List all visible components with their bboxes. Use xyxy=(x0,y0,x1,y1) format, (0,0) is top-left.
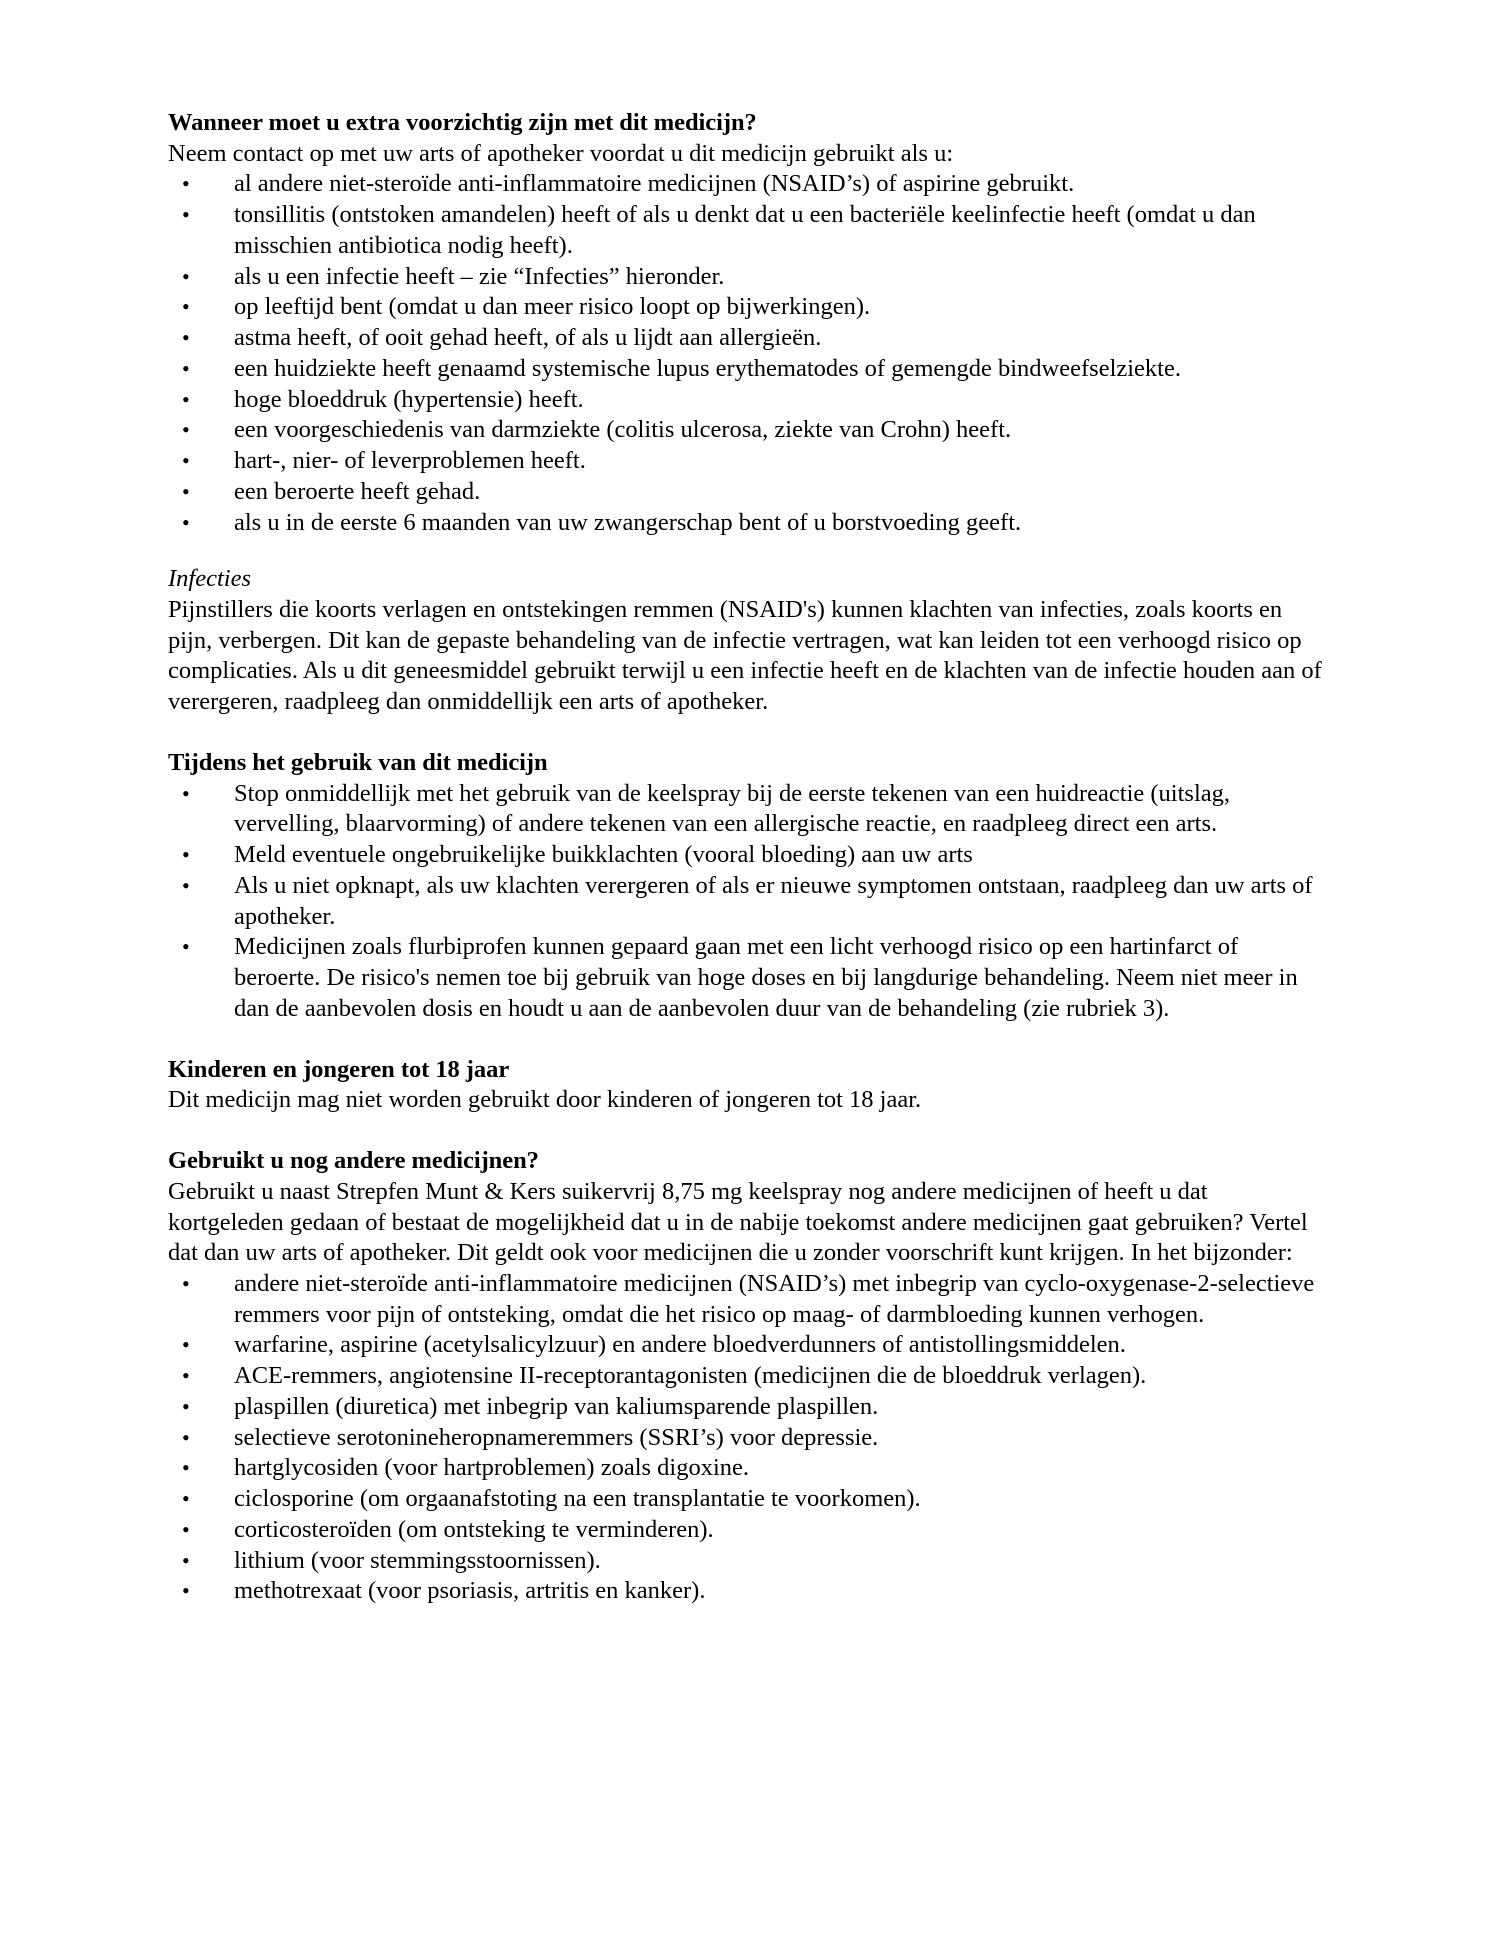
list-item: • selectieve serotonineheropnameremmers (SSRI’s) voor depressie. xyxy=(168,1423,1323,1454)
list-item: • Medicijnen zoals flurbiprofen kunnen gepaard gaan met een licht verhoogd risico op een hartinfarct of beroerte. De risico's nemen toe bij gebruik van hoge doses en bij langdurige behandeling. Neem niet meer in dan de aanbevolen dosis en houdt u aan de aanbevolen duur van de behandeling (zie rubriek 3). xyxy=(168,932,1323,1024)
list-item: • corticosteroïden (om ontsteking te verminderen). xyxy=(168,1515,1323,1546)
subsection-heading-infecties: Infecties xyxy=(168,565,251,593)
spacer xyxy=(168,1025,1323,1055)
section-heading-andere-medicijnen: Gebruikt u nog andere medicijnen? xyxy=(168,1147,539,1175)
list-item: • hartglycosiden (voor hartproblemen) zoals digoxine. xyxy=(168,1453,1323,1484)
bullet-list-voorzichtig xyxy=(168,169,1323,538)
document-body xyxy=(168,108,1323,1607)
spacer xyxy=(168,1116,1323,1146)
list-item: • Meld eventuele ongebruikelijke buikklachten (vooral bloeding) aan uw arts xyxy=(168,840,1323,871)
list-item: • al andere niet-steroïde anti-inflammatoire medicijnen (NSAID’s) of aspirine gebruikt. xyxy=(168,169,1323,200)
paragraph-kinderen: Dit medicijn mag niet worden gebruikt door kinderen of jongeren tot 18 jaar. xyxy=(168,1086,922,1114)
list-item: • ciclosporine (om orgaanafstoting na een transplantatie te voorkomen). xyxy=(168,1484,1323,1515)
list-item: • een beroerte heeft gehad. xyxy=(168,477,1323,508)
bullet-list-tijdens-gebruik xyxy=(168,779,1323,1025)
list-item: • tonsillitis (ontstoken amandelen) heeft of als u denkt dat u een bacteriële keelinfectie heeft (omdat u dan misschien antibiotica nodig heeft). xyxy=(168,200,1323,261)
bullet-list-andere-medicijnen xyxy=(168,1269,1323,1607)
list-item: • Als u niet opknapt, als uw klachten verergeren of als er nieuwe symptomen ontstaan, raadpleeg dan uw arts of apotheker. xyxy=(168,871,1323,932)
list-item: • een huidziekte heeft genaamd systemische lupus erythematodes of gemengde bindweefselziekte. xyxy=(168,354,1323,385)
section-heading-kinderen: Kinderen en jongeren tot 18 jaar xyxy=(168,1055,510,1083)
list-item: • als u in de eerste 6 maanden van uw zwangerschap bent of u borstvoeding geeft. xyxy=(168,508,1323,539)
list-item: • ACE-remmers, angiotensine II-receptorantagonisten (medicijnen die de bloeddruk verlagen). xyxy=(168,1361,1323,1392)
spacer xyxy=(168,538,1323,564)
list-item: • hoge bloeddruk (hypertensie) heeft. xyxy=(168,385,1323,416)
list-item: • andere niet-steroïde anti-inflammatoire medicijnen (NSAID’s) met inbegrip van cyclo-oxygenase-2-selectieve remmers voor pijn of ontsteking, omdat die het risico op maag- of darmbloeding kunnen verhogen. xyxy=(168,1269,1323,1330)
list-item: • Stop onmiddellijk met het gebruik van de keelspray bij de eerste tekenen van een huidreactie (uitslag, vervelling, blaarvorming) of andere tekenen van een allergische reactie, en raadpleeg direct een arts. xyxy=(168,779,1323,840)
list-item: • op leeftijd bent (omdat u dan meer risico loopt op bijwerkingen). xyxy=(168,292,1323,323)
list-item: • als u een infectie heeft – zie “Infecties” hieronder. xyxy=(168,262,1323,293)
spacer xyxy=(168,718,1323,748)
paragraph-infecties: Pijnstillers die koorts verlagen en ontstekingen remmen (NSAID's) kunnen klachten van infecties, zoals koorts en pijn, verbergen. Dit kan de gepaste behandeling van de infectie vertragen, wat kan leiden tot een verhoogd risico op complicaties. Als u dit geneesmiddel gebruikt terwijl u een infectie heeft en de klachten van de infectie houden aan of verergeren, raadpleeg dan onmiddellijk een arts of apotheker. xyxy=(168,596,1322,716)
list-item: • warfarine, aspirine (acetylsalicylzuur) en andere bloedverdunners of antistollingsmiddelen. xyxy=(168,1330,1323,1361)
section-heading-voorzichtig: Wanneer moet u extra voorzichtig zijn met dit medicijn? xyxy=(168,109,757,136)
list-item: • hart-, nier- of leverproblemen heeft. xyxy=(168,446,1323,477)
list-item: • plaspillen (diuretica) met inbegrip van kaliumsparende plaspillen. xyxy=(168,1392,1323,1423)
list-item: • methotrexaat (voor psoriasis, artritis en kanker). xyxy=(168,1576,1323,1607)
section-intro-voorzichtig: Neem contact op met uw arts of apotheker voordat u dit medicijn gebruikt als u: xyxy=(168,139,954,167)
list-item: • astma heeft, of ooit gehad heeft, of als u lijdt aan allergieën. xyxy=(168,323,1323,354)
paragraph-andere-medicijnen: Gebruikt u naast Strepfen Munt & Kers suikervrij 8,75 mg keelspray nog andere medicijnen of heeft u dat kortgeleden gedaan of bestaat de mogelijkheid dat u in de nabije toekomst andere medicijnen gaat gebruiken? Vertel dat dan uw arts of apotheker. Dit geldt ook voor medicijnen die u zonder voorschrift kunt krijgen. In het bijzonder: xyxy=(168,1177,1308,1267)
section-heading-tijdens-gebruik: Tijdens het gebruik van dit medicijn xyxy=(168,748,548,776)
list-item: • lithium (voor stemmingsstoornissen). xyxy=(168,1546,1323,1577)
list-item: • een voorgeschiedenis van darmziekte (colitis ulcerosa, ziekte van Crohn) heeft. xyxy=(168,415,1323,446)
